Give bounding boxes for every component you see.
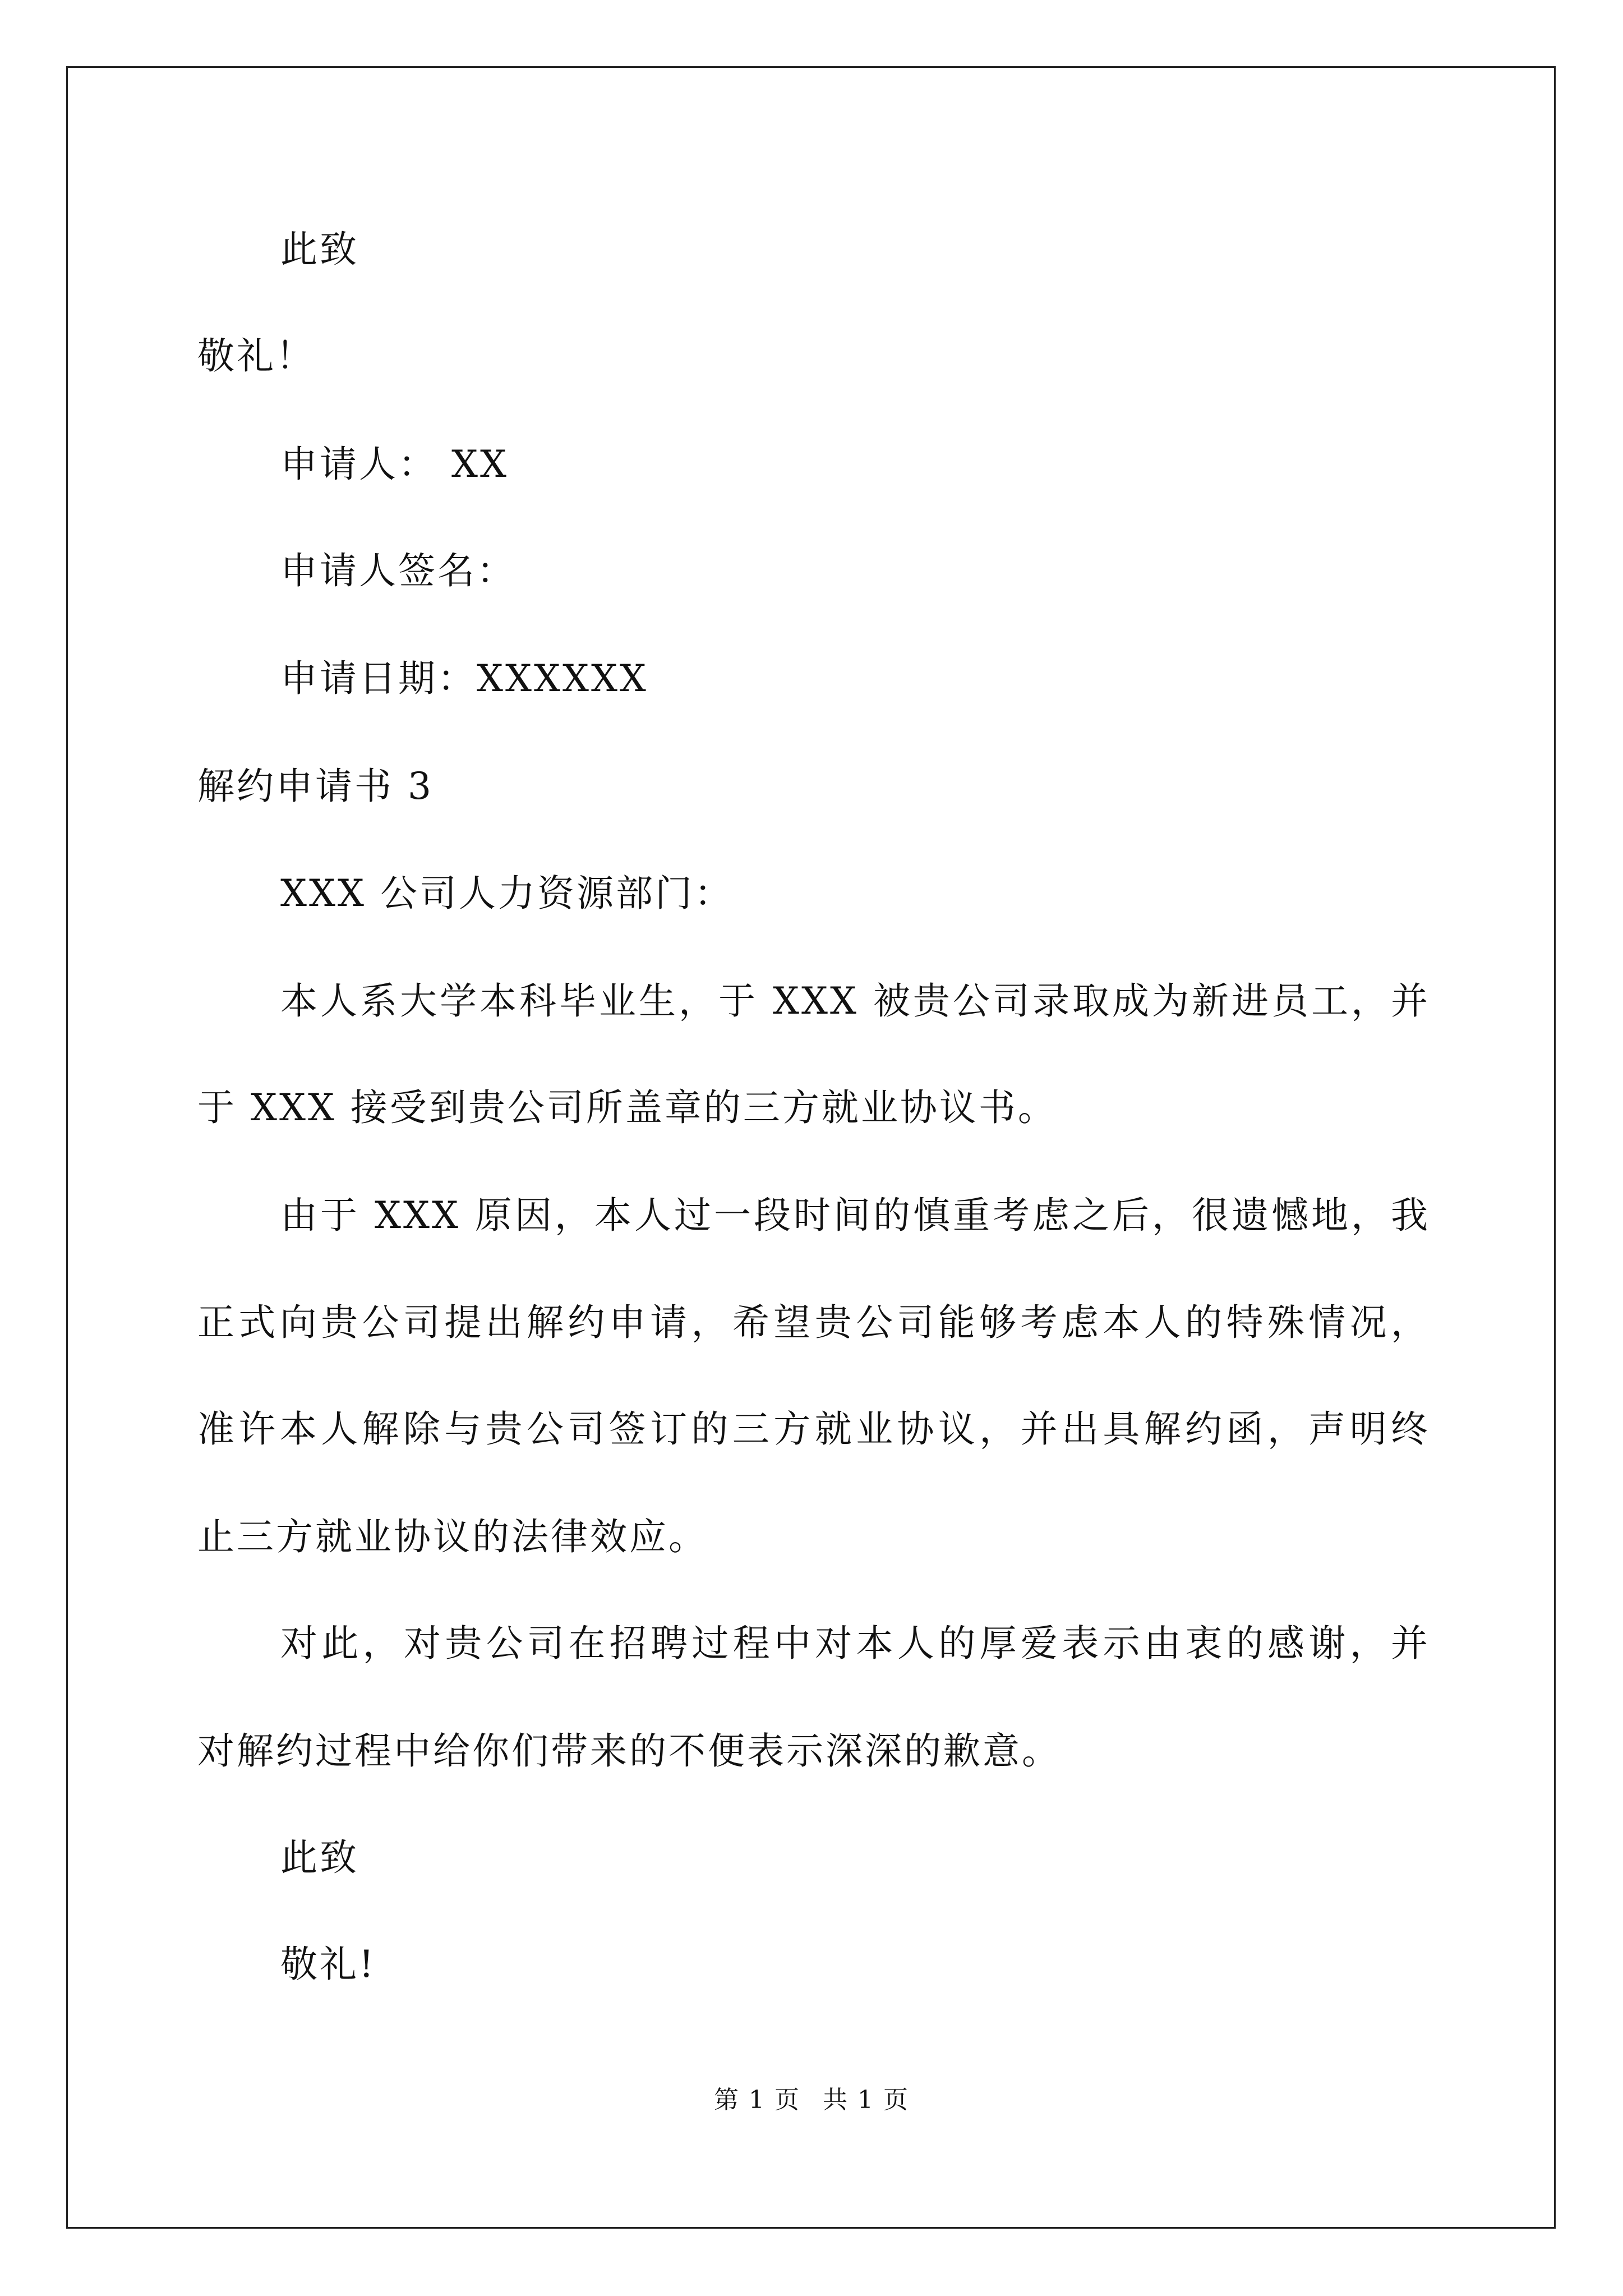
page-total: 共 1 页: [823, 2086, 909, 2114]
signature-line: 申请人签名：: [280, 549, 516, 592]
paragraph-line: 由于 XXX 原因，本人过一段时间的慎重考虑之后，很遗憾地，我: [280, 1194, 1430, 1237]
paragraph-line: 对此，对贵公司在招聘过程中对本人的厚爱表示由衷的感谢，并: [280, 1622, 1430, 1665]
closing-text: 此致: [280, 1836, 359, 1879]
date-line: 申请日期：XXXXXX: [280, 657, 648, 700]
paragraph-line: 对解约过程中给你们带来的不便表示深深的歉意。: [197, 1729, 1061, 1773]
closing-text: 此致: [280, 228, 359, 271]
paragraph-line: 于 XXX 接受到贵公司所盖章的三方就业协议书。: [197, 1086, 1057, 1129]
section-heading: 解约申请书 3: [197, 765, 434, 808]
paragraph-line: 止三方就业协议的法律效应。: [197, 1515, 708, 1558]
salutation-text: 敬礼！: [197, 334, 315, 378]
paragraph-line: 正式向贵公司提出解约申请，希望贵公司能够考虑本人的特殊情况，: [197, 1301, 1430, 1344]
paragraph-line: 准许本人解除与贵公司签订的三方就业协议，并出具解约函，声明终: [197, 1407, 1430, 1451]
paragraph-line: 本人系大学本科毕业生，于 XXX 被贵公司录取成为新进员工，并: [280, 979, 1430, 1023]
addressee-line: XXX 公司人力资源部门：: [280, 872, 734, 915]
page-footer: [0, 2085, 1623, 2116]
applicant-line: 申请人： XX: [280, 443, 509, 486]
page-frame: [66, 66, 1556, 2229]
salutation-text: 敬礼!: [280, 1943, 376, 1986]
page-number: 第 1 页: [714, 2086, 800, 2114]
